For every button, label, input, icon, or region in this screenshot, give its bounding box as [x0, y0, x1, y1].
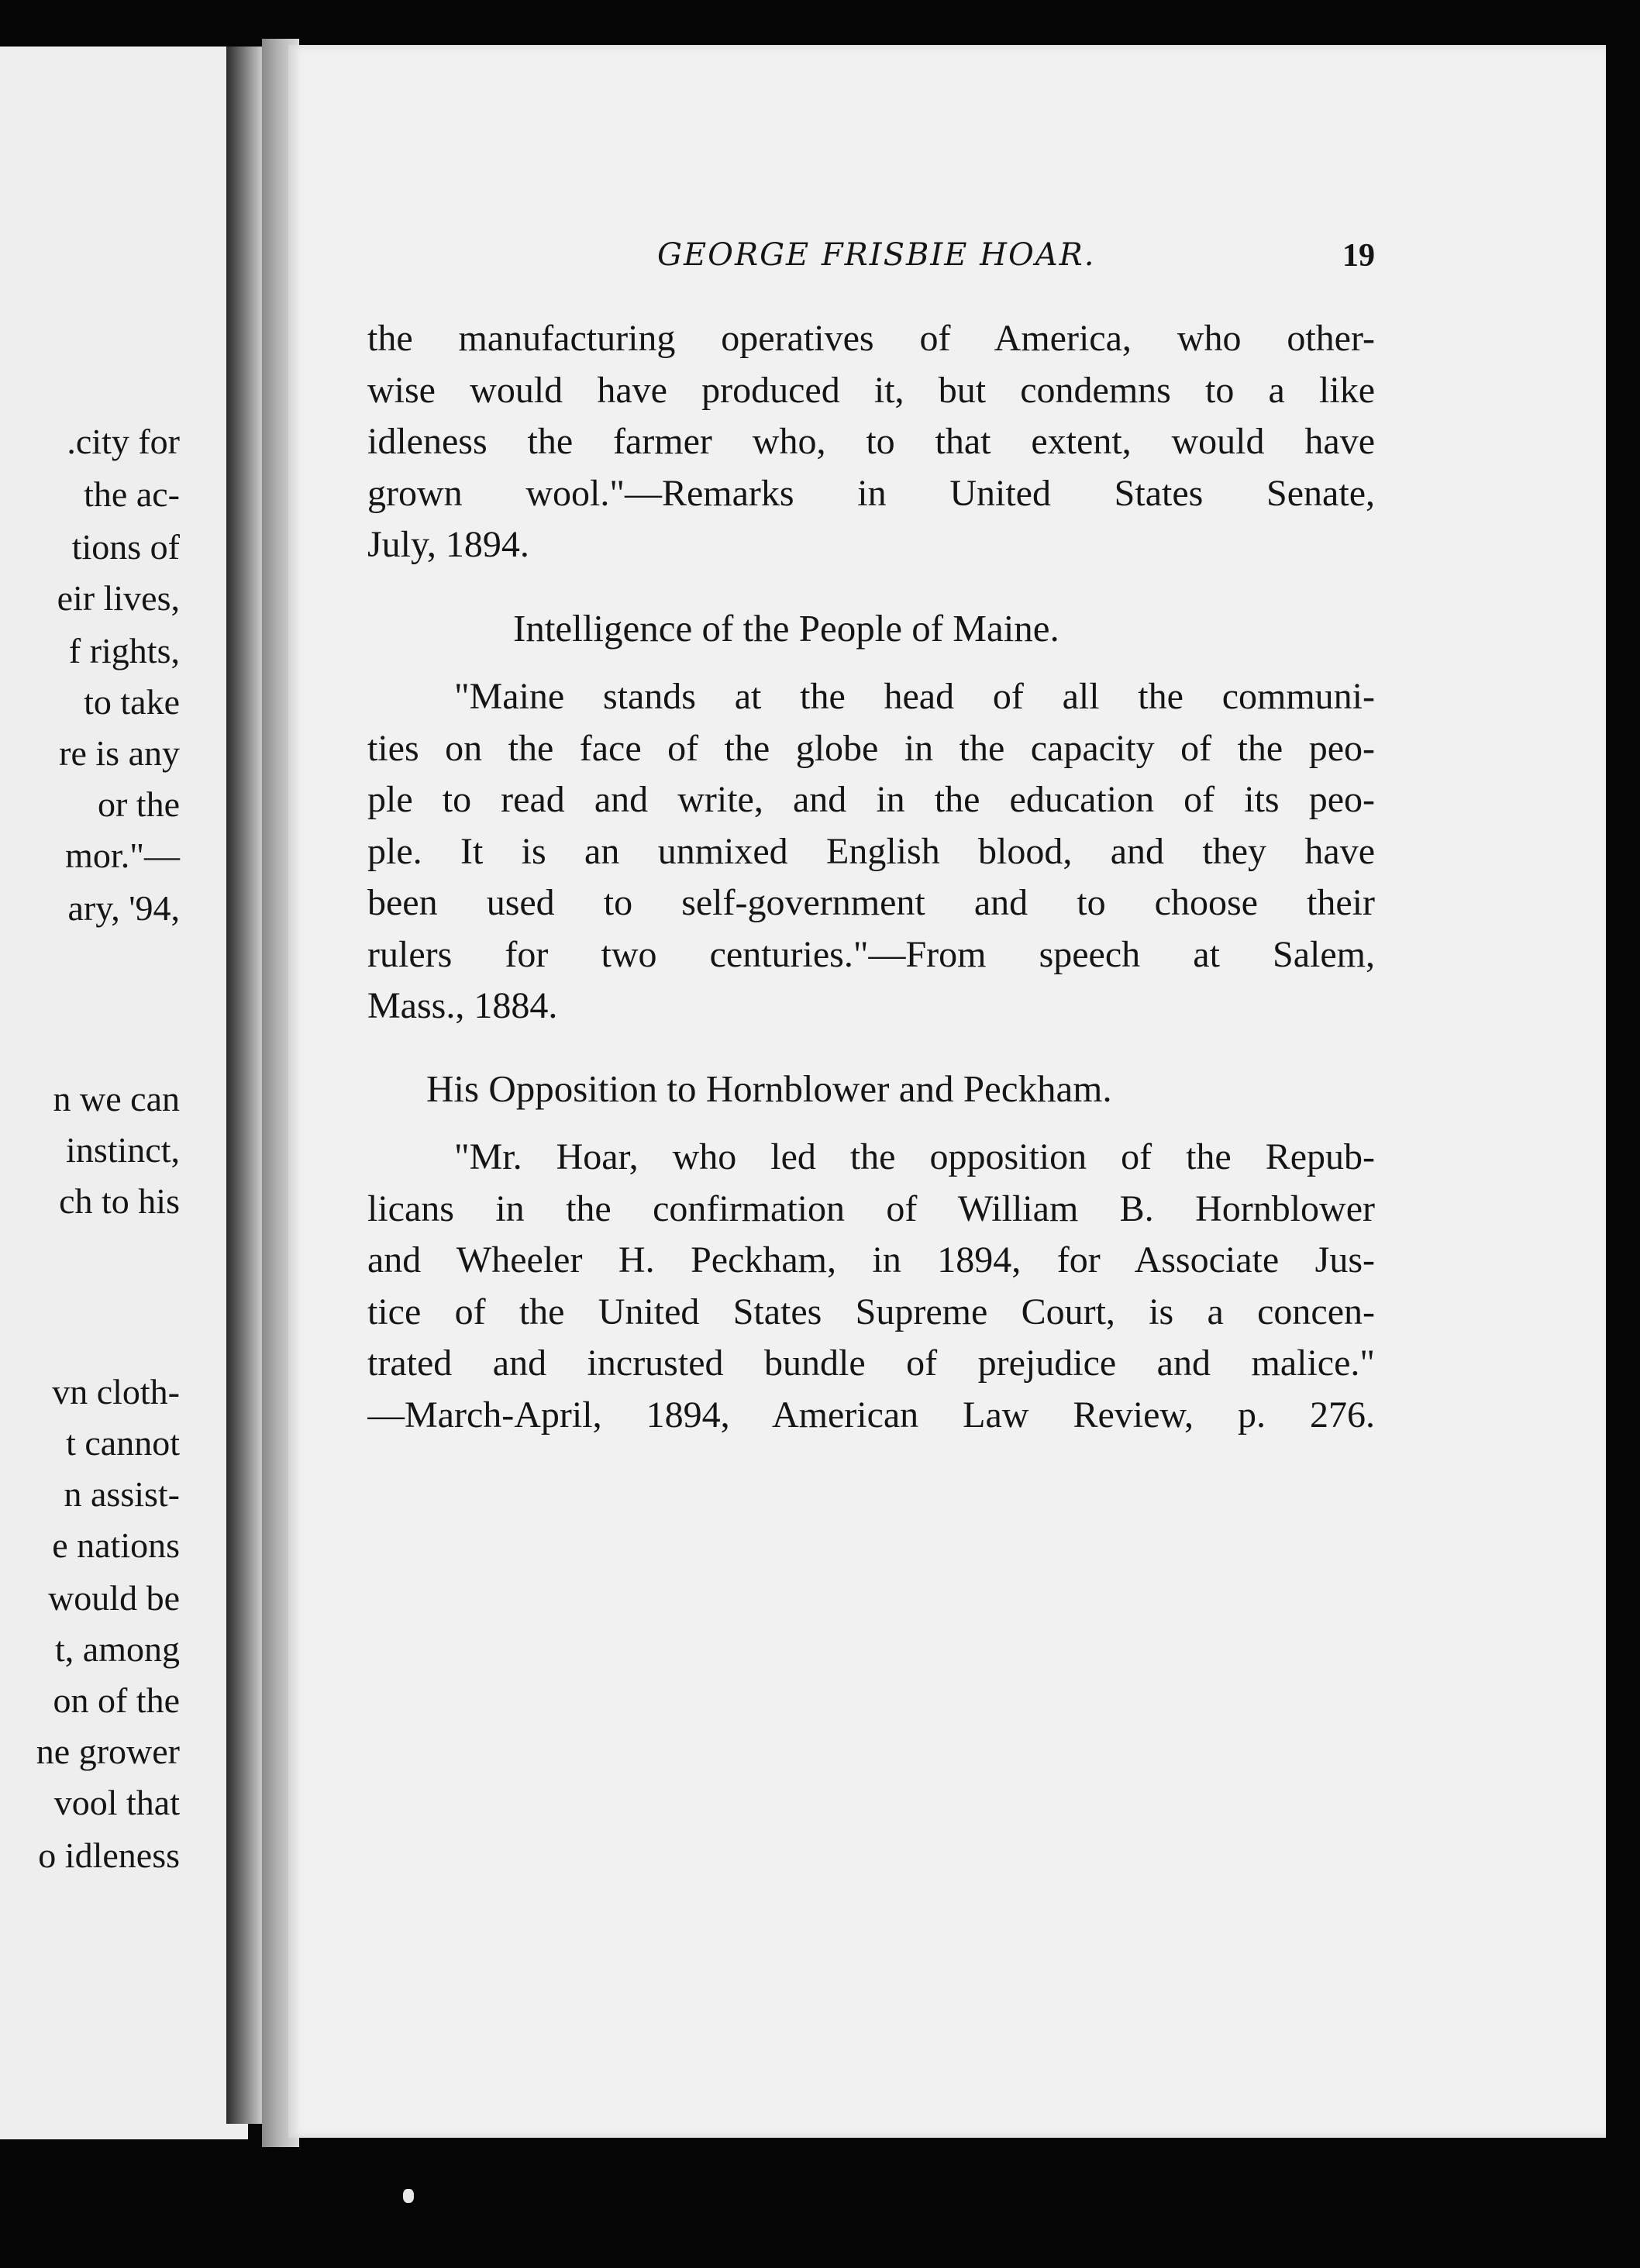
left-line: the ac- [84, 474, 180, 514]
left-line: .city for [67, 422, 180, 461]
text-line: grown wool."—Remarks in United States Senate, [367, 472, 1375, 514]
left-line: ne grower [36, 1732, 180, 1771]
text-line: and Wheeler H. Peckham, in 1894, for Associate Jus- [367, 1239, 1375, 1280]
left-line: f rights, [68, 631, 180, 670]
paragraph-2 [367, 671, 1375, 1032]
left-page [0, 47, 248, 2139]
left-line: t cannot [66, 1423, 180, 1463]
left-line: on of the [53, 1680, 180, 1720]
left-line: re is any [59, 733, 180, 773]
page-number: 19 [1342, 238, 1375, 274]
left-line: n we can [53, 1079, 180, 1118]
left-line: instinct, [66, 1130, 180, 1170]
text-line: ple. It is an unmixed English blood, and they have [367, 830, 1375, 872]
text-line: ple to read and write, and in the education of its peo- [367, 779, 1375, 820]
left-line: o idleness [38, 1835, 180, 1875]
running-head: GEORGE FRISBIE HOAR. [657, 237, 1096, 273]
text-line: "Maine stands at the head of all the communi- [454, 676, 1375, 717]
left-line: eir lives, [57, 578, 180, 618]
text-line: ties on the face of the globe in the capacity of the peo- [367, 727, 1375, 769]
left-line: t, among [55, 1629, 180, 1669]
scan-speck [403, 2189, 414, 2203]
left-line: mor."— [65, 836, 180, 875]
text-line: been used to self-government and to choose their [367, 882, 1375, 923]
text-line: idleness the farmer who, to that extent, would have [367, 421, 1375, 462]
left-line: vool that [53, 1783, 180, 1822]
paragraph-1 [367, 313, 1375, 571]
text-line: the manufacturing operatives of America, who other- [367, 318, 1375, 359]
left-line: vn cloth- [52, 1372, 180, 1411]
text-line: trated and incrusted bundle of prejudice and malice." [367, 1343, 1375, 1384]
left-line: to take [84, 682, 180, 722]
text-line: tice of the United States Supreme Court, is a concen- [367, 1291, 1375, 1332]
left-line: n assist- [64, 1474, 180, 1514]
text-line: rulers for two centuries."—From speech at Salem, [367, 933, 1375, 975]
section-heading-opposition: His Opposition to Hornblower and Peckham. [426, 1067, 1112, 1110]
left-line: ary, '94, [67, 888, 180, 928]
text-line: Mass., 1884. [367, 985, 558, 1026]
text-line: —March-April, 1894, American Law Review, p. 276. [367, 1394, 1375, 1436]
text-line: "Mr. Hoar, who led the opposition of the Repub- [454, 1136, 1375, 1177]
left-line: ch to his [59, 1181, 180, 1221]
text-line: July, 1894. [367, 524, 529, 565]
left-line: e nations [52, 1525, 180, 1565]
left-line: would be [48, 1578, 180, 1618]
paragraph-3 [367, 1132, 1375, 1441]
text-line: licans in the confirmation of William B. Hornblower [367, 1187, 1375, 1229]
text-line: wise would have produced it, but condemns to a like [367, 369, 1375, 411]
left-line: tions of [71, 527, 180, 567]
section-heading-maine: Intelligence of the People of Maine. [513, 607, 1059, 650]
left-line: or the [97, 784, 180, 824]
